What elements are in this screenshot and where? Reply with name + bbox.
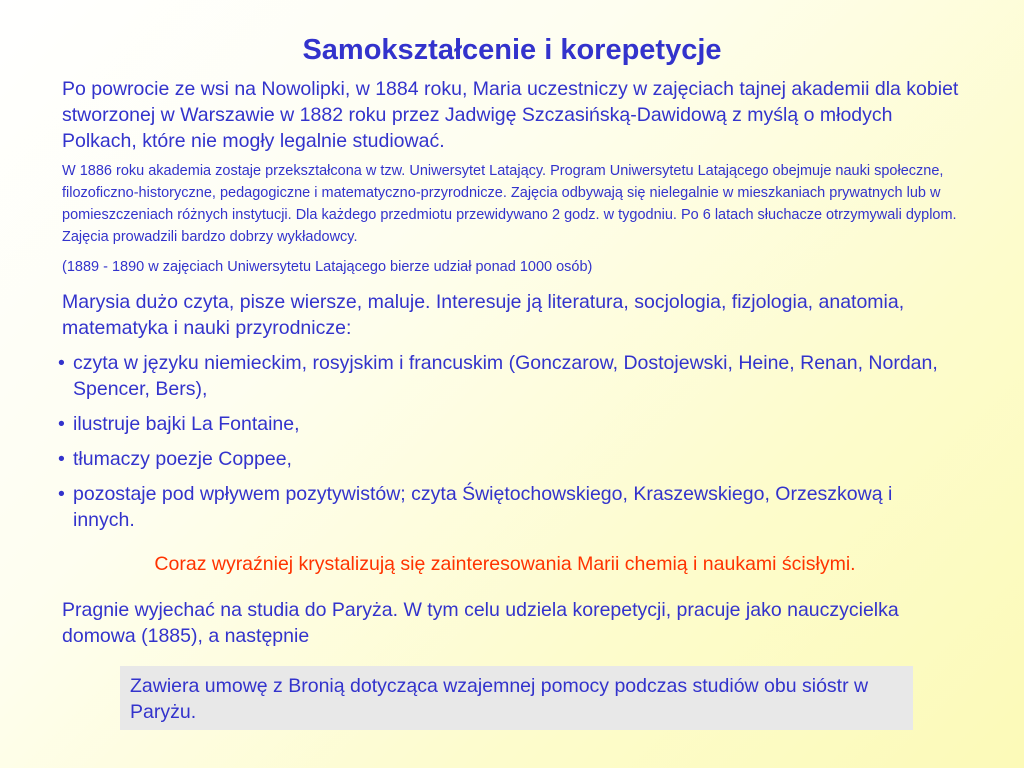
slide-title: Samokształcenie i korepetycje — [302, 34, 722, 66]
participants-note: (1889 - 1890 w zajęciach Uniwersytetu Latającego bierze udział ponad 1000 osób) — [62, 259, 593, 275]
list-item-text: czyta w języku niemieckim, rosyjskim i francuskim (Gonczarow, Dostojewski, Heine, Renan, Nordan, Spencer, Bers), — [73, 352, 938, 400]
highlight-sentence: Coraz wyraźniej krystalizują się zainteresowania Marii chemią i naukami ścisłymi. — [154, 553, 856, 575]
list-item — [58, 350, 958, 402]
list-item — [58, 446, 958, 472]
interests-bullet-list — [58, 350, 958, 542]
bullet-marker: • — [58, 483, 65, 505]
list-item-text: tłumaczy poezje Coppee, — [73, 448, 292, 470]
list-item-text: pozostaje pod wpływem pozytywistów; czyta Świętochowskiego, Kraszewskiego, Orzeszkową i innych. — [73, 483, 893, 531]
paris-plan-paragraph: Pragnie wyjechać na studia do Paryża. W tym celu udziela korepetycji, pracuje jako nauczycielka domowa (1885), a następnie — [62, 599, 899, 647]
list-item — [58, 411, 958, 437]
bullet-marker: • — [58, 448, 65, 470]
bullet-marker: • — [58, 352, 65, 374]
agreement-box — [120, 666, 913, 730]
agreement-text: Zawiera umowę z Bronią dotycząca wzajemnej pomocy podczas studiów obu sióstr w Paryżu. — [130, 675, 869, 723]
interests-paragraph: Marysia dużo czyta, pisze wiersze, maluje. Interesuje ją literatura, socjologia, fizjologia, anatomia, matematyka i nauki przyrodnicze: — [62, 291, 905, 339]
list-item — [58, 481, 958, 533]
bullet-marker: • — [58, 413, 65, 435]
intro-paragraph: Po powrocie ze wsi na Nowolipki, w 1884 roku, Maria uczestniczy w zajęciach tajnej akademii dla kobiet stworzonej w Warszawie w 1882 roku przez Jadwigę Szczasińską-Dawidową z myślą o młodych Polkach, które nie mogły legalnie studiować. — [62, 78, 959, 152]
flying-university-paragraph: W 1886 roku akademia zostaje przekształcona w tzw. Uniwersytet Latający. Program Uniwersytetu Latającego obejmuje nauki społeczne, filozoficzno-historyczne, pedagogiczne i matematyczno-przyrodnicze. Zajęcia odbywają się nielegalnie w mieszkaniach prywatnych lub w pomieszczeniach różnych instytucji. Dla każdego przedmiotu przewidywano 2 godz. w tygodniu. Po 6 latach słuchacze otrzymywali dyplom. Zajęcia prowadzili bardzo dobrzy wykładowcy. — [62, 163, 957, 245]
list-item-text: ilustruje bajki La Fontaine, — [73, 413, 300, 435]
